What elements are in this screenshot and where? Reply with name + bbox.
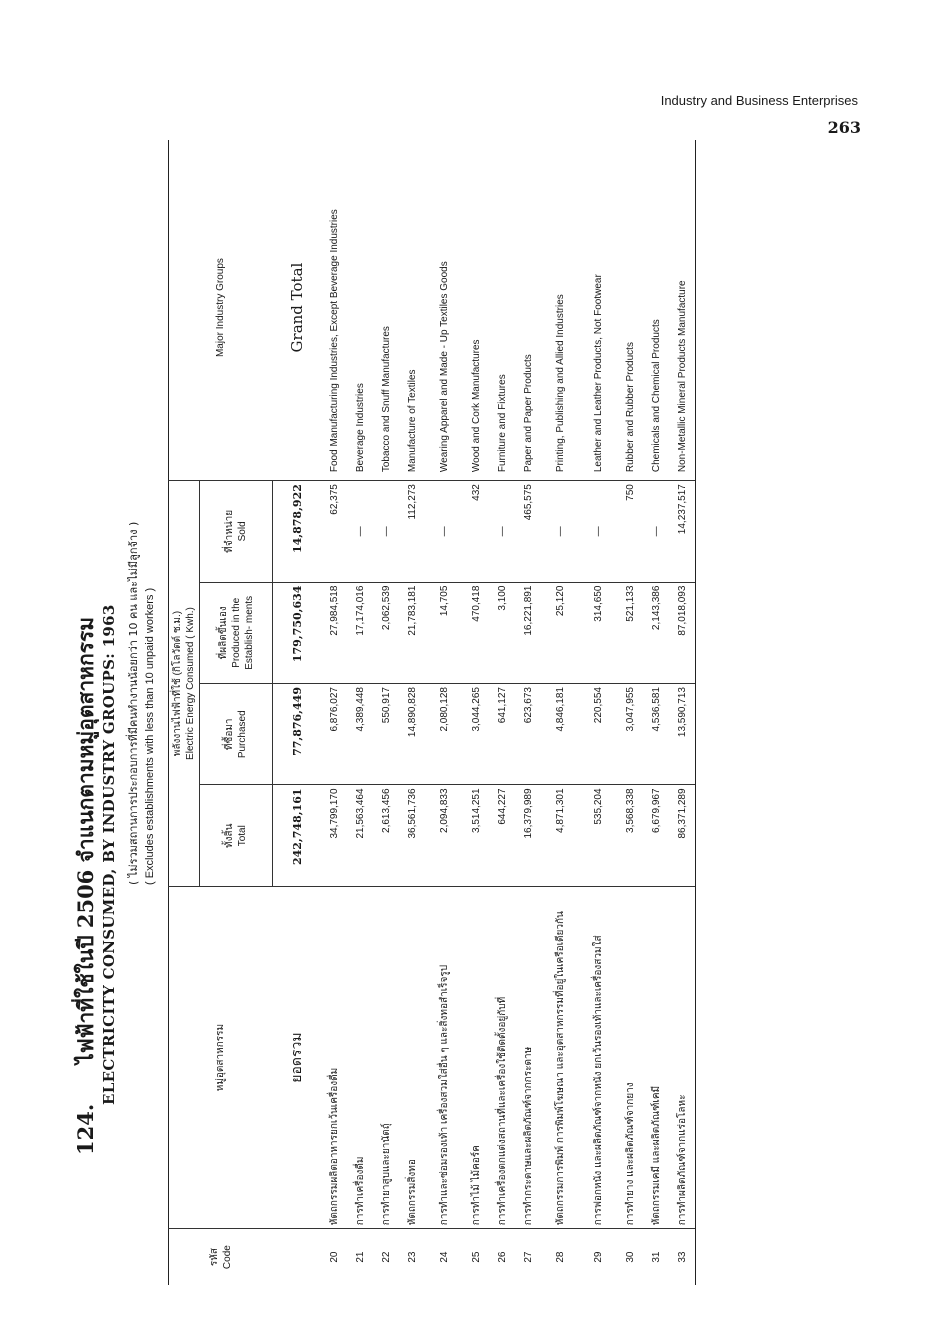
row-code: 31 <box>643 1229 669 1285</box>
row-total: 86,371,289 <box>669 785 695 886</box>
row-sold: — <box>541 481 579 582</box>
row-purchased: 2,080,128 <box>425 684 463 785</box>
row-total: 6,679,967 <box>643 785 669 886</box>
row-sold: — <box>643 481 669 582</box>
row-total: 16,379,989 <box>515 785 541 886</box>
row-produced: 27,984,518 <box>321 582 347 683</box>
row-produced: 521,133 <box>617 582 643 683</box>
header-total-thai: ทั้งสิ้น <box>224 823 235 848</box>
table-subtitle-thai: ( ไม่รวมสถานการประกอบการที่มีคนทำงานน้อยกว่า 10 คน และไม่มีลูกจ้าง ) <box>127 521 140 885</box>
row-produced: 17,174,016 <box>347 582 373 683</box>
table-body <box>273 140 696 1285</box>
row-group-thai: การฟอกหนัง และผลิตภัณฑ์จากหนัง ยกเว้นรองเท้าและเครื่องสวมใส่ <box>579 886 617 1228</box>
header-group-english: Major Industry Groups <box>215 258 227 358</box>
row-produced: 16,221,891 <box>515 582 541 683</box>
row-group-thai: การทำยาง และผลิตภัณฑ์จากยาง <box>617 886 643 1228</box>
header-energy <box>169 481 200 887</box>
row-group-thai: หัตถกรรมผลิตอาหารยกเว้นเครื่องดื่ม <box>321 886 347 1228</box>
grand-total-total: 242,748,161 <box>273 785 322 886</box>
row-code: 26 <box>489 1229 515 1285</box>
row-group-english: Manufacture of Textiles <box>406 369 418 473</box>
row-group-thai: การทำผลิตภัณฑ์จากแร่อโลหะ <box>669 886 695 1228</box>
row-purchased: 3,047,955 <box>617 684 643 785</box>
row-group-english: Paper and Paper Products <box>522 354 534 473</box>
row-code: 25 <box>463 1229 489 1285</box>
row-sold: 432 <box>463 481 489 582</box>
row-group-english: Food Manufacturing Industries, Except Beverage Industries <box>328 209 340 473</box>
grand-total-label-english: Grand Total <box>287 262 306 353</box>
row-purchased: 13,590,713 <box>669 684 695 785</box>
row-sold: — <box>347 481 373 582</box>
row-group-thai: การทำยาสูบและยานัตถุ์ <box>373 886 399 1228</box>
row-code: 28 <box>541 1229 579 1285</box>
row-group-thai: การทำเครื่องดื่ม <box>347 886 373 1228</box>
row-group-thai: การทำไม้ ไม้คอร์ค <box>463 886 489 1228</box>
row-purchased: 641,127 <box>489 684 515 785</box>
table-row <box>399 140 425 1285</box>
table-bottom-rule <box>695 140 696 1285</box>
row-code: 30 <box>617 1229 643 1285</box>
table-title-thai <box>70 617 103 1155</box>
row-code: 29 <box>579 1229 617 1285</box>
row-sold: 465,575 <box>515 481 541 582</box>
header-sold-english: Sold <box>237 521 248 542</box>
row-total: 2,094,833 <box>425 785 463 886</box>
table-row <box>321 140 347 1285</box>
row-purchased: 550,917 <box>373 684 399 785</box>
row-group-thai: การทำและซ่อมรองเท้า เครื่องสวมใส่อื่น ๆ และสิ่งทอสำเร็จรูป <box>425 886 463 1228</box>
row-produced: 14,705 <box>425 582 463 683</box>
row-group-thai: หัตถกรรมการพิมพ์ การพิมพ์โฆษณา และอุตสาหกรรมที่อยู่ในเครือเดียวกัน <box>541 886 579 1228</box>
header-group-thai: หมู่อุตสาหกรรม <box>169 886 273 1228</box>
row-group-english: Tobacco and Snuff Manufactures <box>380 326 392 473</box>
row-purchased: 6,876,027 <box>321 684 347 785</box>
row-sold: 62,375 <box>321 481 347 582</box>
row-total: 3,514,251 <box>463 785 489 886</box>
row-code: 33 <box>669 1229 695 1285</box>
header-energy-thai: พลังงานไฟฟ้าที่ใช้ (กิโลวัตต์ ช.ม.) <box>172 610 183 757</box>
row-produced: 2,143,386 <box>643 582 669 683</box>
table-row <box>643 140 669 1285</box>
row-produced: 2,062,539 <box>373 582 399 683</box>
row-group-english: Leather and Leather Products, Not Footwear <box>592 274 604 473</box>
row-total: 535,204 <box>579 785 617 886</box>
electricity-table <box>168 140 696 1285</box>
header-total <box>200 785 273 886</box>
row-sold: — <box>425 481 463 582</box>
header-produced-english: Produced in the Establish- ments <box>230 595 255 670</box>
row-sold: 750 <box>617 481 643 582</box>
running-head: Industry and Business Enterprises <box>660 93 858 108</box>
grand-total-label-thai: ยอดรวม <box>273 886 322 1228</box>
row-sold: — <box>373 481 399 582</box>
row-group-thai: การทำเครื่องตกแต่งสถานที่และเครื่องใช้ติดตั้งอยู่กับที่ <box>489 886 515 1228</box>
row-code: 22 <box>373 1229 399 1285</box>
table-row <box>541 140 579 1285</box>
row-sold: 14,237,517 <box>669 481 695 582</box>
table-row <box>669 140 695 1285</box>
header-produced-thai: ที่ผลิตขึ้นเอง <box>217 606 229 660</box>
grand-total-sold: 14,878,922 <box>273 481 322 582</box>
row-group-english: Wearing Apparel and Made - Up Textiles Goods <box>438 261 450 473</box>
row-produced: 470,418 <box>463 582 489 683</box>
grand-total-code <box>273 1229 322 1285</box>
row-group-english: Non-Metallic Mineral Products Manufacture <box>676 280 688 473</box>
grand-total-produced: 179,750,634 <box>273 582 322 683</box>
row-group-english: Furniture and Fixtures <box>496 374 508 473</box>
row-purchased: 623,673 <box>515 684 541 785</box>
row-code: 27 <box>515 1229 541 1285</box>
rotated-table-sheet <box>70 140 870 1285</box>
row-sold: — <box>489 481 515 582</box>
row-code: 20 <box>321 1229 347 1285</box>
table-number: 124. <box>73 1103 98 1155</box>
row-group-english: Wood and Cork Manufactures <box>470 339 482 473</box>
page-number: 263 <box>827 118 861 137</box>
row-group-thai: หัตถกรรมสิ่งทอ <box>399 886 425 1228</box>
table-row <box>489 140 515 1285</box>
row-group-english: Rubber and Rubber Products <box>624 342 636 473</box>
header-code <box>169 1229 273 1285</box>
header-produced <box>200 582 273 683</box>
row-group-english: Printing, Publishing and Allied Industries <box>554 294 566 473</box>
grand-total-purchased: 77,876,449 <box>273 684 322 785</box>
row-produced: 87,018,093 <box>669 582 695 683</box>
row-sold: 112,273 <box>399 481 425 582</box>
table-row <box>463 140 489 1285</box>
row-total: 21,563,464 <box>347 785 373 886</box>
row-group-english: Beverage Industries <box>354 383 366 473</box>
row-purchased: 220,554 <box>579 684 617 785</box>
table-row <box>515 140 541 1285</box>
table-subtitle-english: ( Excludes establishments with less than 10 unpaid workers ) <box>144 587 156 885</box>
row-produced: 21,783,181 <box>399 582 425 683</box>
row-produced: 25,120 <box>541 582 579 683</box>
row-code: 23 <box>399 1229 425 1285</box>
table-title-english: ELECTRICITY CONSUMED, BY INDUSTRY GROUPS: 1963 <box>100 604 118 1105</box>
row-total: 2,613,456 <box>373 785 399 886</box>
row-purchased: 4,536,581 <box>643 684 669 785</box>
header-sold <box>200 481 273 582</box>
header-purchased <box>200 684 273 785</box>
row-group-english: Chemicals and Chemical Products <box>650 319 662 473</box>
row-total: 4,871,301 <box>541 785 579 886</box>
table-row <box>617 140 643 1285</box>
row-purchased: 14,890,828 <box>399 684 425 785</box>
row-group-thai: หัตถกรรมเคมี และผลิตภัณฑ์เคมี <box>643 886 669 1228</box>
row-total: 34,799,170 <box>321 785 347 886</box>
row-total: 644,227 <box>489 785 515 886</box>
header-code-thai: รหัส <box>208 1248 220 1267</box>
table-title-thai-text: ไฟฟ้าที่ใช้ในปี 2506 จำแนกตามหมู่อุตสาหกรรม <box>73 616 98 1064</box>
header-purchased-thai: ที่ซื้อมา <box>224 718 235 751</box>
row-total: 3,568,338 <box>617 785 643 886</box>
row-sold: — <box>579 481 617 582</box>
table-row <box>373 140 399 1285</box>
row-purchased: 4,846,181 <box>541 684 579 785</box>
row-code: 24 <box>425 1229 463 1285</box>
row-purchased: 3,044,265 <box>463 684 489 785</box>
header-sold-thai: ที่จำหน่าย <box>224 509 235 553</box>
header-total-english: Total <box>237 825 248 847</box>
table-row <box>425 140 463 1285</box>
table-row <box>579 140 617 1285</box>
grand-total-row <box>273 140 322 1285</box>
row-group-thai: การทำกระดาษและผลิตภัณฑ์จากกระดาษ <box>515 886 541 1228</box>
header-purchased-english: Purchased <box>237 710 248 759</box>
row-purchased: 4,389,448 <box>347 684 373 785</box>
header-energy-english: Electric Energy Consumed ( Kwh.) <box>185 607 196 760</box>
row-produced: 3,100 <box>489 582 515 683</box>
table-row <box>347 140 373 1285</box>
row-total: 36,561,736 <box>399 785 425 886</box>
header-code-english: Code <box>221 1245 233 1270</box>
row-code: 21 <box>347 1229 373 1285</box>
row-produced: 314,650 <box>579 582 617 683</box>
